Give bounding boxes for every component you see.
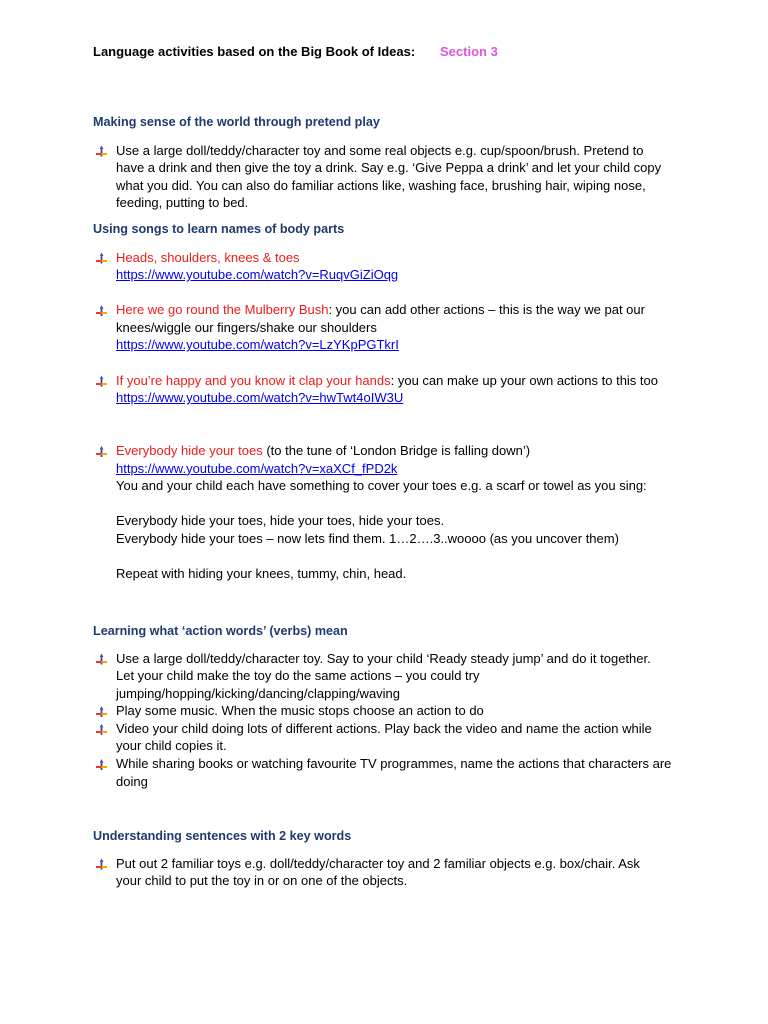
item-text-line: Play some music. When the music stops choose an action to do	[116, 703, 484, 719]
item-text-line	[116, 372, 733, 390]
song-instruction: You and your child each have something to cover your toes e.g. a scarf or towel as you sing:	[116, 478, 647, 494]
arrow-bullet-icon	[96, 706, 107, 718]
arrow-bullet-icon	[96, 759, 107, 771]
item-text-line: Use a large doll/teddy/character toy and some real objects e.g. cup/spoon/brush. Pretend to	[116, 142, 644, 158]
list-item	[93, 142, 733, 212]
item-text-line: feeding, putting to bed.	[116, 195, 249, 211]
section-heading-songs: Using songs to learn names of body parts	[93, 221, 345, 236]
song-title: Here we go round the Mulberry Bush	[116, 302, 329, 318]
item-text-line: Use a large doll/teddy/character toy. Say to your child ‘Ready steady jump’ and do it together.	[116, 650, 651, 666]
arrow-bullet-icon	[96, 253, 107, 265]
list-item	[93, 650, 733, 703]
song-item	[93, 442, 733, 583]
item-text-line: Let your child make the toy do the same actions – you could try	[116, 668, 480, 684]
arrow-bullet-icon	[96, 859, 107, 871]
song-lyric-line: Everybody hide your toes, hide your toes, hide your toes.	[116, 513, 445, 529]
section-heading-action-words: Learning what ‘action words’ (verbs) mean	[93, 623, 348, 638]
item-text-line	[116, 301, 733, 319]
song-video-link[interactable]: https://www.youtube.com/watch?v=RuqvGiZiOqg	[116, 267, 399, 283]
item-text-line	[116, 442, 733, 460]
blank-line	[116, 495, 733, 513]
song-description: : you can make up your own actions to this too	[390, 372, 658, 388]
song-item	[93, 372, 733, 407]
item-link-line	[116, 266, 733, 284]
song-item	[93, 301, 733, 354]
item-link-line	[116, 460, 733, 478]
item-text-line: Video your child doing lots of different actions. Play back the video and name the action while	[116, 720, 652, 736]
item-text-line: your child to put the toy in or on one of the objects.	[116, 873, 408, 889]
song-title: Everybody hide your toes	[116, 443, 263, 459]
item-text-line: While sharing books or watching favourite TV programmes, name the actions that characters are	[116, 756, 672, 772]
section-label: Section 3	[440, 43, 498, 59]
action-words-list	[93, 650, 733, 791]
document-header	[93, 43, 693, 61]
list-item	[93, 702, 733, 720]
song-video-link[interactable]: https://www.youtube.com/watch?v=LzYKpPGTkrI	[116, 337, 399, 353]
list-item	[93, 855, 733, 890]
song-lyric-line: Everybody hide your toes – now lets find them. 1…2….3..woooo (as you uncover them)	[116, 531, 619, 546]
arrow-bullet-icon	[96, 146, 107, 158]
song-repeat-note: Repeat with hiding your knees, tummy, chin, head.	[116, 566, 407, 582]
item-text-line	[116, 249, 733, 267]
item-text-line: doing	[116, 773, 148, 789]
song-item	[93, 249, 733, 284]
song-description: : you can add other actions – this is the way we pat our	[328, 302, 645, 318]
document-title: Language activities based on the Big Book of Ideas:	[93, 43, 416, 59]
section-heading-key-words: Understanding sentences with 2 key words	[93, 828, 352, 843]
song-title: If you’re happy and you know it clap your hands	[116, 372, 391, 388]
arrow-bullet-icon	[96, 376, 107, 388]
arrow-bullet-icon	[96, 654, 107, 666]
song-description: (to the tune of ‘London Bridge is falling down’)	[262, 443, 531, 459]
item-link-line	[116, 389, 733, 407]
item-text-line: what you did. You can also do familiar actions like, washing face, brushing hair, wiping nose,	[116, 177, 646, 193]
item-text-line: have a drink and then give the toy a drink. Say e.g. ‘Give Peppa a drink’ and let your child copy	[116, 160, 662, 176]
arrow-bullet-icon	[96, 305, 107, 317]
key-words-list	[93, 855, 733, 890]
song-video-link[interactable]: https://www.youtube.com/watch?v=xaXCf_fPD2k	[116, 460, 398, 476]
arrow-bullet-icon	[96, 446, 107, 458]
section-heading-pretend-play: Making sense of the world through pretend play	[93, 114, 380, 129]
item-text-line: your child copies it.	[116, 738, 227, 754]
item-link-line	[116, 336, 733, 354]
song-title: Heads, shoulders, knees & toes	[116, 249, 300, 265]
song-video-link[interactable]: https://www.youtube.com/watch?v=hwTwt4oIW3U	[116, 390, 404, 406]
item-text-line: jumping/hopping/kicking/dancing/clapping/waving	[116, 685, 401, 701]
blank-line	[116, 548, 733, 566]
list-item	[93, 720, 733, 755]
arrow-bullet-icon	[96, 724, 107, 736]
item-text-line: knees/wiggle our fingers/shake our shoulders	[116, 319, 377, 335]
list-item	[93, 755, 733, 790]
item-text-line: Put out 2 familiar toys e.g. doll/teddy/character toy and 2 familiar objects e.g. box/chair. Ask	[116, 855, 640, 871]
songs-list	[93, 249, 733, 583]
pretend-play-list	[93, 142, 733, 212]
